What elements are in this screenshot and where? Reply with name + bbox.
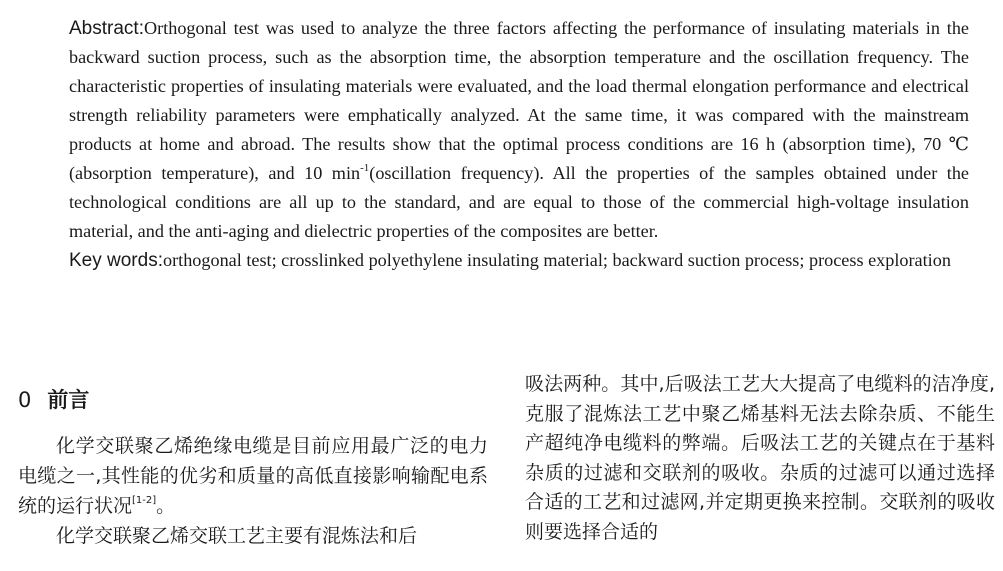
abstract-superscript: -1 [360, 162, 370, 174]
section-title: 前言 [47, 388, 90, 412]
intro-paragraph-1-end: 。 [156, 495, 176, 517]
keywords-paragraph [69, 246, 969, 275]
right-column [525, 370, 995, 547]
intro-paragraph-1 [18, 431, 488, 521]
abstract-block [69, 14, 969, 275]
abstract-text-part2: (oscillation frequency). All the properties of the samples obtained under the technological conditions are all up to the standard, and are equal to those of the commercial high-voltage insulation material, and the anti-aging and dielectric properties of the composites are better. [69, 163, 969, 241]
intro-paragraph-1-text: 化学交联聚乙烯绝缘电缆是目前应用最广泛的电力电缆之一,其性能的优劣和质量的高低直接影响输配电系统的运行状况 [18, 435, 488, 517]
keywords-label: Key words: [69, 250, 163, 271]
citation-ref: [1-2] [132, 495, 157, 506]
section-heading [18, 385, 488, 415]
abstract-paragraph [69, 14, 969, 246]
abstract-text-part1: Orthogonal test was used to analyze the three factors affecting the performance of insulating materials in the backward suction process, such as the absorption time, the absorption temperature and the oscillation frequency. The characteristic properties of insulating materials were evaluated, and the load thermal elongation performance and electrical strength reliability parameters were emphatically analyzed. At the same time, it was compared with the mainstream products at home and abroad. The results show that the optimal process conditions are 16 h (absorption time), 70 ℃ (absorption temperature), and 10 min [69, 18, 969, 183]
intro-paragraph-2: 化学交联聚乙烯交联工艺主要有混炼法和后 [56, 525, 418, 547]
right-column-paragraph: 吸法两种。其中,后吸法工艺大大提高了电缆料的洁净度,克服了混炼法工艺中聚乙烯基料无法去除杂质、不能生产超纯净电缆料的弊端。后吸法工艺的关键点在于基料杂质的过滤和交联剂的吸收。杂质的过滤可以通过选择合适的工艺和过滤网,并定期更换来控制。交联剂的吸收则要选择合适的 [525, 373, 995, 543]
section-number: 0 [18, 388, 32, 412]
keywords-text: orthogonal test; crosslinked polyethylene insulating material; backward suction process; process exploration [162, 250, 951, 270]
left-column [18, 385, 488, 551]
abstract-label: Abstract: [69, 18, 144, 39]
